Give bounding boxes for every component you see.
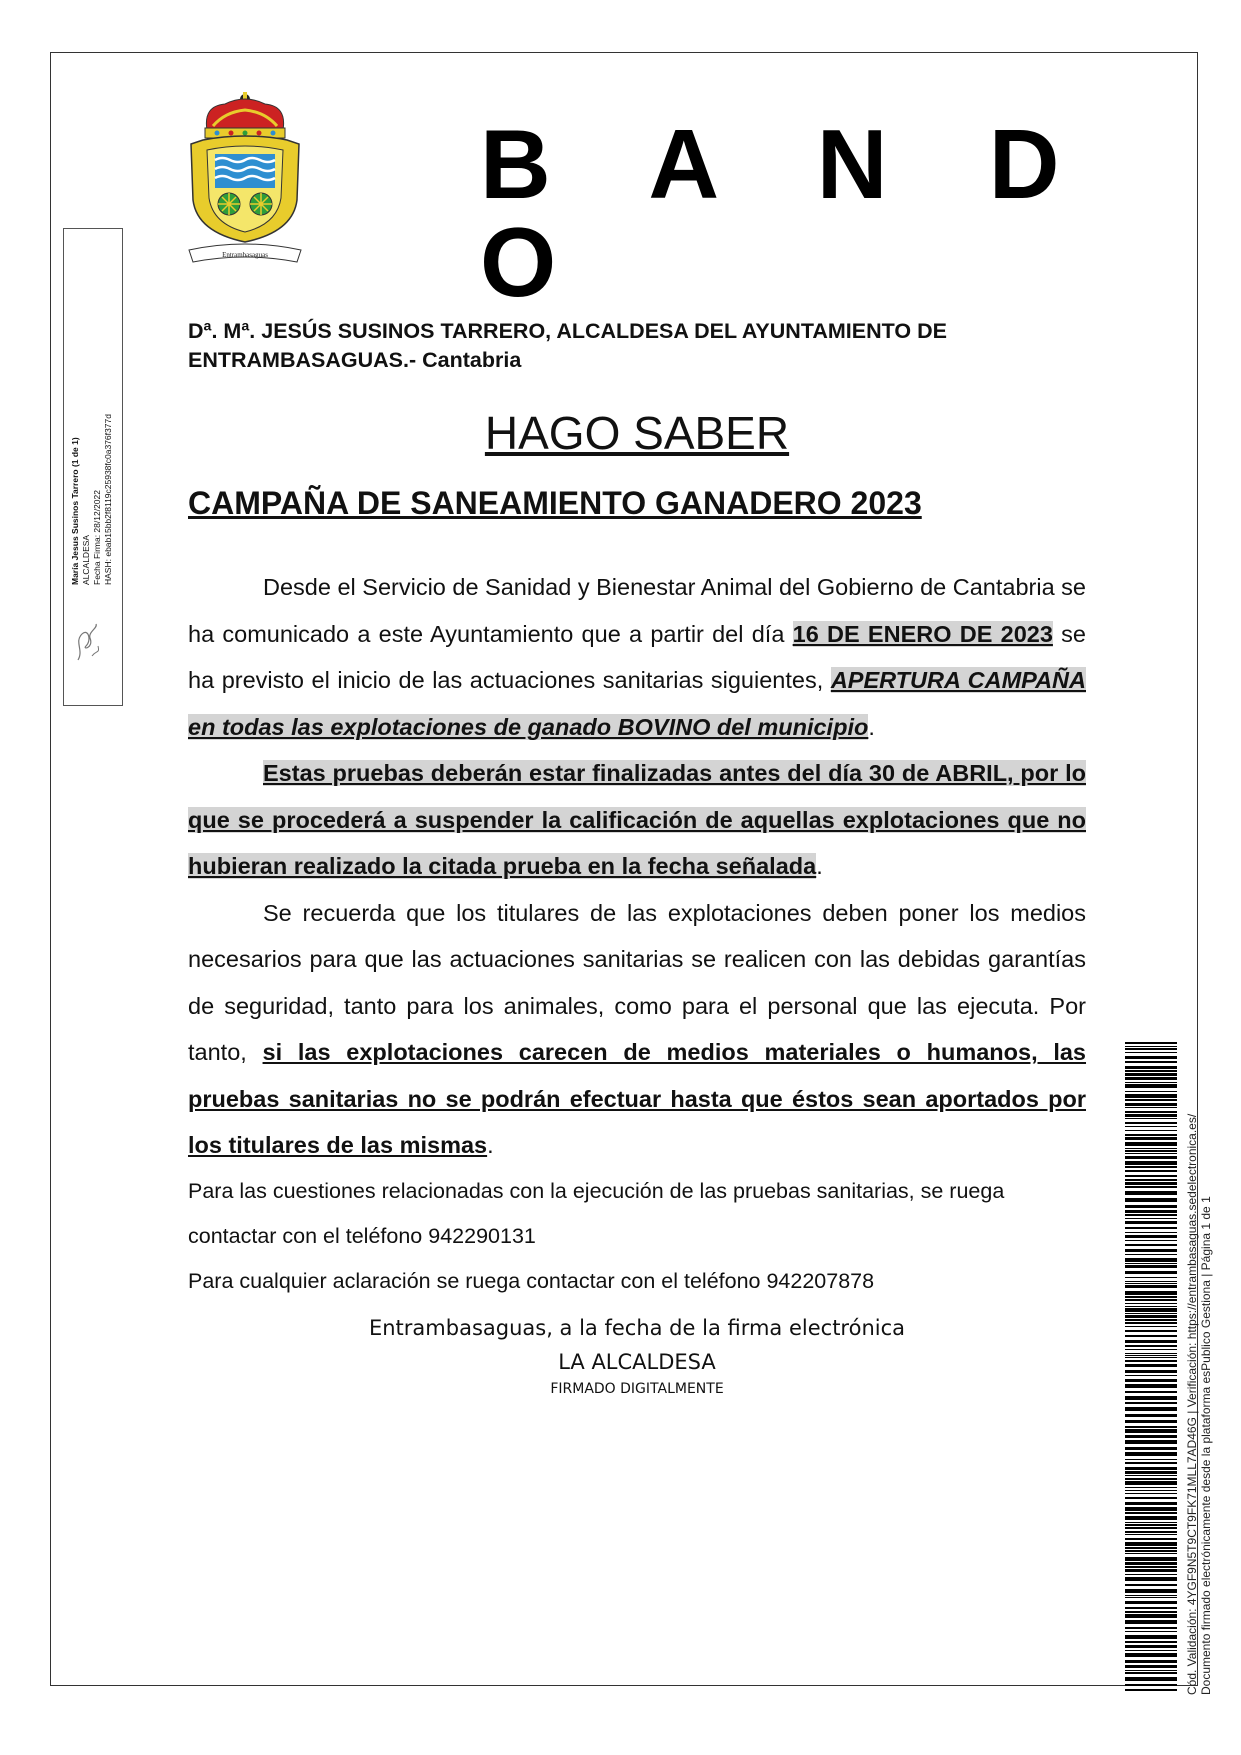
- barcode-bar: [1125, 1357, 1177, 1358]
- barcode-bar: [1125, 1042, 1177, 1044]
- barcode-bar: [1125, 1182, 1177, 1185]
- barcode-bar: [1125, 1391, 1177, 1393]
- barcode-bar: [1125, 1522, 1177, 1523]
- barcode-bar: [1125, 1502, 1177, 1505]
- issuer-line-1: Dª. Mª. JESÚS SUSINOS TARRERO, ALCALDESA DEL AYUNTAMIENTO DE: [188, 319, 947, 343]
- barcode-bar: [1125, 1153, 1177, 1154]
- barcode-bar: [1125, 1364, 1177, 1367]
- barcode-bar: [1125, 1597, 1177, 1598]
- barcode-bar: [1125, 1137, 1177, 1140]
- barcode-bar: [1125, 1061, 1177, 1063]
- barcode-bar: [1125, 1322, 1177, 1324]
- barcode-bar: [1125, 1345, 1177, 1347]
- barcode-bar: [1125, 1221, 1177, 1224]
- barcode-bar: [1125, 1607, 1177, 1609]
- barcode-bar: [1125, 1355, 1177, 1356]
- barcode-bar: [1125, 1650, 1177, 1651]
- campaign-opening-highlight: APERTURA CAMPAÑA en todas las explotaciones de ganado BOVINO del municipio: [188, 667, 1086, 740]
- barcode-bar: [1125, 1130, 1177, 1131]
- barcode-bar: [1125, 1557, 1177, 1561]
- barcode-bar: [1125, 1435, 1177, 1438]
- barcode-bar: [1125, 1531, 1177, 1533]
- barcode-bar: [1125, 1240, 1177, 1241]
- barcode-bar: [1125, 1689, 1177, 1691]
- p1-text-a: Desde el Servicio de Sanidad y Bienestar Animal del Gobierno de Cantabria se ha comunicado a este Ayuntamiento que a partir del día: [188, 574, 1086, 647]
- barcode-bar: [1125, 1056, 1177, 1059]
- barcode-bar: [1125, 1283, 1177, 1284]
- barcode-bar: [1125, 1660, 1177, 1663]
- barcode-bar: [1125, 1396, 1177, 1400]
- verification-text: [1185, 1035, 1213, 1695]
- p2-end: .: [816, 853, 823, 880]
- barcode-bar: [1125, 1534, 1177, 1535]
- barcode-bar: [1125, 1589, 1177, 1593]
- barcode-bar: [1125, 1379, 1177, 1382]
- barcode-bar: [1125, 1091, 1177, 1092]
- verification-barcode: [1125, 1042, 1177, 1692]
- barcode-bar: [1125, 1542, 1177, 1546]
- barcode-bar: [1125, 1296, 1177, 1298]
- barcode-bar: [1125, 1645, 1177, 1648]
- handwritten-signature-icon: [70, 620, 108, 664]
- barcode-bar: [1125, 1326, 1177, 1327]
- barcode-bar: [1125, 1285, 1177, 1288]
- barcode-bar: [1125, 1249, 1177, 1252]
- barcode-bar: [1125, 1258, 1177, 1262]
- barcode-bar: [1125, 1527, 1177, 1529]
- signature-details: [70, 125, 114, 585]
- barcode-bar: [1125, 1641, 1177, 1643]
- barcode-bar: [1125, 1497, 1177, 1499]
- barcode-bar: [1125, 1429, 1177, 1433]
- barcode-bar: [1125, 1452, 1177, 1456]
- barcode-bar: [1125, 1487, 1177, 1488]
- barcode-bar: [1125, 1353, 1177, 1354]
- paragraph-2: [188, 750, 1086, 890]
- barcode-bar: [1125, 1198, 1177, 1202]
- barcode-bar: [1125, 1281, 1177, 1282]
- barcode-bar: [1125, 1475, 1177, 1476]
- barcode-bar: [1125, 1254, 1177, 1255]
- signer-name: María Jesus Susinos Tarrero (1 de 1): [70, 437, 80, 585]
- barcode-bar: [1125, 1148, 1177, 1149]
- paragraph-1: [188, 564, 1086, 750]
- barcode-bar: [1125, 1340, 1177, 1343]
- signer-role: ALCALDESA: [81, 534, 91, 585]
- campaign-title: CAMPAÑA DE SANEAMIENTO GANADERO 2023: [188, 484, 922, 521]
- barcode-bar: [1125, 1232, 1177, 1233]
- barcode-bar: [1125, 1490, 1177, 1491]
- barcode-bar: [1125, 1277, 1177, 1278]
- signer-title: LA ALCALDESA: [558, 1349, 716, 1374]
- barcode-bar: [1125, 1084, 1177, 1088]
- barcode-bar: [1125, 1478, 1177, 1480]
- deadline-highlight: Estas pruebas deberán estar finalizadas antes del día 30 de ABRIL, por lo que se procederá a suspender la calificación de aquellas explotaciones que no hubieran realizado la citada prueba en la fecha señalada: [188, 760, 1086, 880]
- barcode-bar: [1125, 1627, 1177, 1629]
- barcode-bar: [1125, 1459, 1177, 1460]
- barcode-bar: [1125, 1191, 1177, 1195]
- barcode-bar: [1125, 1493, 1177, 1494]
- p3-text-a: Se recuerda que los titulares de las explotaciones deben poner los medios necesarios para que las actuaciones sanitarias se realicen con las debidas garantías de seguridad, tanto para los animales, como para el personal que las ejecuta. Por tanto,: [188, 899, 1086, 1066]
- signature-date: Fecha Firma: 28/12/2022: [92, 490, 102, 585]
- barcode-bar: [1125, 1360, 1177, 1362]
- hago-saber-heading: HAGO SABER: [484, 407, 790, 459]
- barcode-bar: [1125, 1319, 1177, 1321]
- barcode-bar: [1125, 1066, 1177, 1069]
- barcode-bar: [1125, 1574, 1177, 1575]
- barcode-bar: [1125, 1313, 1177, 1314]
- barcode-bar: [1125, 1306, 1177, 1307]
- p1-text-b: se ha previsto el inicio de las actuaciones sanitarias siguientes,: [188, 620, 1086, 694]
- barcode-bar: [1125, 1122, 1177, 1124]
- barcode-bar: [1125, 1111, 1177, 1113]
- barcode-bar: [1125, 1471, 1177, 1474]
- barcode-bar: [1125, 1265, 1177, 1268]
- barcode-bar: [1125, 1156, 1177, 1159]
- barcode-bar: [1125, 1349, 1177, 1350]
- means-requirement: si las explotaciones carecen de medios materiales o humanos, las pruebas sanitarias no se podrán efectuar hasta que éstos sean aportados por los titulares de las mismas: [188, 1039, 1087, 1159]
- crown-icon: [205, 92, 285, 138]
- document-body: [188, 317, 1086, 1400]
- digitally-signed-label: FIRMADO DIGITALMENTE: [550, 1380, 724, 1397]
- barcode-bar: [1125, 1547, 1177, 1549]
- barcode-bar: [1125, 1218, 1177, 1219]
- barcode-bar: [1125, 1214, 1177, 1216]
- barcode-bar: [1125, 1150, 1177, 1152]
- barcode-bar: [1125, 1407, 1177, 1411]
- barcode-bar: [1125, 1462, 1177, 1464]
- document-title: B A N D O: [480, 109, 1097, 317]
- barcode-bar: [1125, 1244, 1177, 1246]
- barcode-bar: [1125, 1375, 1177, 1376]
- p3-end: .: [487, 1132, 494, 1159]
- barcode-bar: [1125, 1550, 1177, 1552]
- barcode-bar: [1125, 1263, 1177, 1264]
- barcode-bar: [1125, 1426, 1177, 1428]
- barcode-bar: [1125, 1205, 1177, 1208]
- barcode-bar: [1125, 1271, 1177, 1274]
- barcode-bar: [1125, 1070, 1177, 1072]
- barcode-bar: [1125, 1073, 1177, 1076]
- barcode-bar: [1125, 1186, 1177, 1188]
- barcode-bar: [1125, 1635, 1177, 1639]
- barcode-bar: [1125, 1420, 1177, 1423]
- barcode-bar: [1125, 1170, 1177, 1172]
- barcode-bar: [1125, 1118, 1177, 1119]
- barcode-bar: [1125, 1562, 1177, 1565]
- barcode-bar: [1125, 1677, 1177, 1681]
- barcode-bar: [1125, 1467, 1177, 1470]
- barcode-bar: [1125, 1566, 1177, 1568]
- municipal-crest-logo: [185, 92, 305, 268]
- barcode-bar: [1125, 1077, 1177, 1080]
- barcode-bar: [1125, 1107, 1177, 1108]
- barcode-bar: [1125, 1330, 1177, 1332]
- paragraph-3: [188, 890, 1086, 1169]
- signature-hash: HASH: ebab15bb2f8119c25938fc0a376f377d: [103, 414, 113, 585]
- barcode-bar: [1125, 1670, 1177, 1671]
- barcode-bar: [1125, 1179, 1177, 1181]
- barcode-bar: [1125, 1512, 1177, 1514]
- issuer-block: [188, 317, 1086, 375]
- barcode-bar: [1125, 1142, 1177, 1146]
- platform-note: Documento firmado electrónicamente desde la plataforma esPublico Gestiona | Página 1 de 1: [1199, 1196, 1213, 1695]
- barcode-bar: [1125, 1299, 1177, 1301]
- barcode-bar: [1125, 1631, 1177, 1632]
- barcode-bar: [1125, 1099, 1177, 1101]
- p1-end: .: [868, 713, 875, 740]
- barcode-bar: [1125, 1370, 1177, 1373]
- barcode-bar: [1125, 1516, 1177, 1520]
- barcode-bar: [1125, 1052, 1177, 1053]
- barcode-bar: [1125, 1126, 1177, 1127]
- barcode-bar: [1125, 1291, 1177, 1295]
- barcode-bar: [1125, 1161, 1177, 1165]
- barcode-bar: [1125, 1166, 1177, 1168]
- barcode-bar: [1125, 1595, 1177, 1596]
- place-date: Entrambasaguas, a la fecha de la firma electrónica: [368, 1315, 906, 1340]
- barcode-bar: [1125, 1210, 1177, 1213]
- barcode-bar: [1125, 1507, 1177, 1511]
- barcode-bar: [1125, 1620, 1177, 1624]
- barcode-bar: [1125, 1308, 1177, 1312]
- validation-code: Cód. Validación: 4YGF9N5T9CT9FK71MLL7AD46G | Verificación: https://entrambasaguas.sedelectronica.es/: [1185, 1113, 1199, 1695]
- barcode-bar: [1125, 1227, 1177, 1229]
- barcode-bar: [1125, 1481, 1177, 1485]
- barcode-bar: [1125, 1653, 1177, 1657]
- barcode-bar: [1125, 1335, 1177, 1337]
- barcode-bar: [1125, 1303, 1177, 1304]
- issuer-line-2: ENTRAMBASAGUAS.- Cantabria: [188, 348, 522, 372]
- barcode-bar: [1125, 1134, 1177, 1136]
- barcode-bar: [1125, 1384, 1177, 1388]
- barcode-bar: [1125, 1082, 1177, 1083]
- barcode-bar: [1125, 1235, 1177, 1238]
- barcode-bar: [1125, 1315, 1177, 1318]
- shield-icon: [191, 136, 299, 242]
- barcode-bar: [1125, 1048, 1177, 1050]
- contact-1: Para las cuestiones relacionadas con la ejecución de las pruebas sanitarias, se ruega contactar con el teléfono 942290131: [188, 1178, 1005, 1248]
- barcode-bar: [1125, 1553, 1177, 1554]
- barcode-bar: [1125, 1665, 1177, 1668]
- barcode-bar: [1125, 1114, 1177, 1117]
- barcode-bar: [1125, 1611, 1177, 1613]
- barcode-bar: [1125, 1524, 1177, 1526]
- barcode-bar: [1125, 1175, 1177, 1177]
- barcode-bar: [1125, 1414, 1177, 1417]
- barcode-bar: [1125, 1447, 1177, 1450]
- barcode-bar: [1125, 1103, 1177, 1106]
- barcode-bar: [1125, 1684, 1177, 1686]
- barcode-bar: [1125, 1402, 1177, 1404]
- barcode-bar: [1125, 1672, 1177, 1674]
- barcode-bar: [1125, 1569, 1177, 1572]
- barcode-bar: [1125, 1614, 1177, 1618]
- barcode-bar: [1125, 1046, 1177, 1047]
- barcode-bar: [1125, 1584, 1177, 1586]
- barcode-bar: [1125, 1440, 1177, 1444]
- crest-motto: Entrambasaguas: [222, 251, 268, 259]
- start-date: 16 DE ENERO DE 2023: [792, 620, 1053, 647]
- barcode-bar: [1125, 1538, 1177, 1540]
- barcode-bar: [1125, 1601, 1177, 1604]
- barcode-bar: [1125, 1577, 1177, 1581]
- closing-block: [188, 1310, 1086, 1400]
- barcode-bar: [1125, 1094, 1177, 1098]
- contact-2: Para cualquier aclaración se ruega contactar con el teléfono 942207878: [188, 1268, 875, 1293]
